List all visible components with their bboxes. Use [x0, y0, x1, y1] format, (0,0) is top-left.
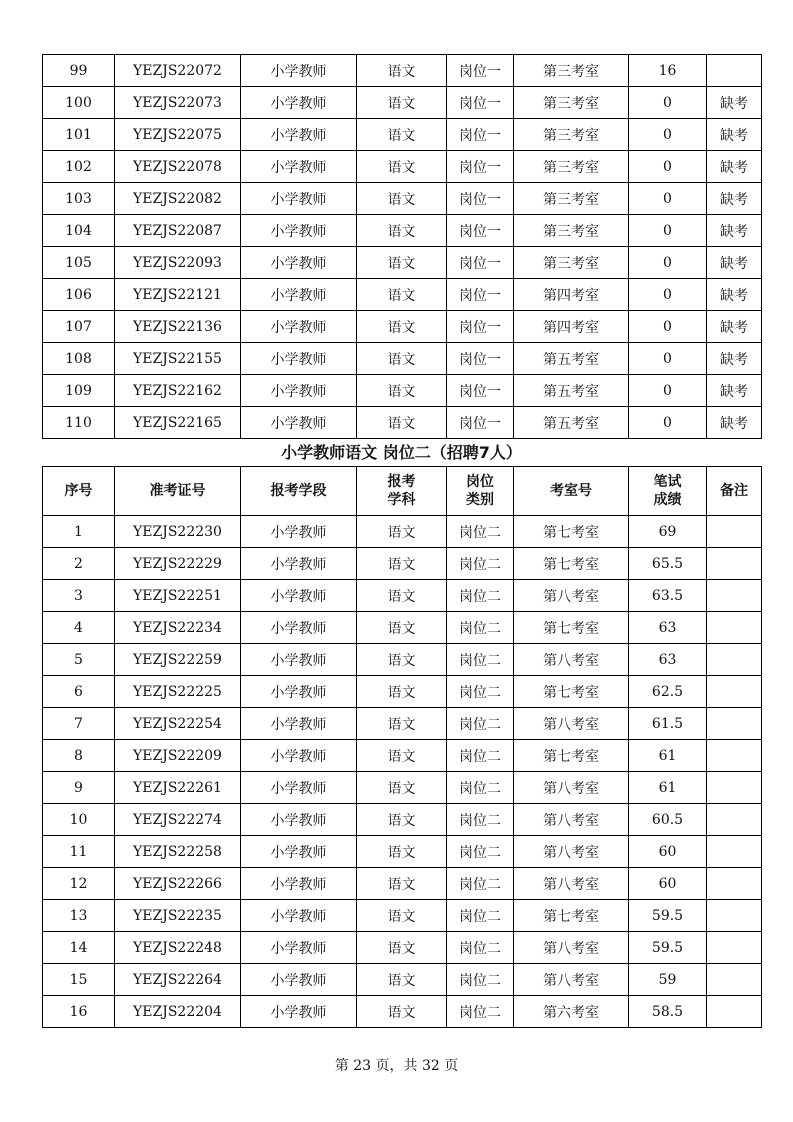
seq-cell: 13 — [43, 900, 115, 932]
score-cell: 0 — [629, 119, 707, 151]
stage-cell: 小学教师 — [241, 612, 357, 644]
score-cell: 61.5 — [629, 708, 707, 740]
exam-room-cell: 第三考室 — [514, 183, 629, 215]
post-type-cell: 岗位二 — [447, 804, 514, 836]
exam-room-cell: 第三考室 — [514, 55, 629, 87]
header-subject — [357, 467, 447, 516]
exam-room-cell: 第三考室 — [514, 151, 629, 183]
subject-cell: 语文 — [357, 375, 447, 407]
remarks-cell — [707, 996, 762, 1028]
table-row — [43, 119, 762, 151]
stage-cell: 小学教师 — [241, 644, 357, 676]
remarks-cell: 缺考 — [707, 247, 762, 279]
seq-cell: 99 — [43, 55, 115, 87]
stage-cell: 小学教师 — [241, 548, 357, 580]
score-table-post-two — [42, 466, 762, 1028]
seq-cell: 3 — [43, 580, 115, 612]
ticket-number-cell: YEZJS22254 — [115, 708, 241, 740]
seq-cell: 10 — [43, 804, 115, 836]
subject-cell: 语文 — [357, 55, 447, 87]
remarks-cell: 缺考 — [707, 343, 762, 375]
table-row — [43, 772, 762, 804]
remarks-cell: 缺考 — [707, 215, 762, 247]
exam-room-cell: 第五考室 — [514, 343, 629, 375]
score-cell: 58.5 — [629, 996, 707, 1028]
table-row — [43, 644, 762, 676]
exam-room-cell: 第七考室 — [514, 548, 629, 580]
remarks-cell: 缺考 — [707, 183, 762, 215]
exam-room-cell: 第三考室 — [514, 119, 629, 151]
score-cell: 69 — [629, 516, 707, 548]
stage-cell: 小学教师 — [241, 676, 357, 708]
remarks-cell — [707, 836, 762, 868]
post-type-cell: 岗位一 — [447, 87, 514, 119]
post-type-cell: 岗位一 — [447, 311, 514, 343]
table-row — [43, 151, 762, 183]
remarks-cell — [707, 740, 762, 772]
remarks-cell — [707, 548, 762, 580]
ticket-number-cell: YEZJS22155 — [115, 343, 241, 375]
header-stage — [241, 467, 357, 516]
exam-room-cell: 第四考室 — [514, 279, 629, 311]
post-type-cell: 岗位一 — [447, 151, 514, 183]
subject-cell: 语文 — [357, 612, 447, 644]
seq-cell: 4 — [43, 612, 115, 644]
ticket-number-cell: YEZJS22266 — [115, 868, 241, 900]
score-cell: 63.5 — [629, 580, 707, 612]
stage-cell: 小学教师 — [241, 836, 357, 868]
subject-cell: 语文 — [357, 740, 447, 772]
remarks-cell: 缺考 — [707, 151, 762, 183]
seq-cell: 102 — [43, 151, 115, 183]
page-number: 第 23 页，共 32 页 — [334, 1058, 459, 1074]
score-cell: 59.5 — [629, 932, 707, 964]
score-cell: 0 — [629, 311, 707, 343]
header-ticket-number — [115, 467, 241, 516]
exam-room-cell: 第三考室 — [514, 215, 629, 247]
stage-cell: 小学教师 — [241, 215, 357, 247]
header-label: 报考学段 — [270, 483, 327, 499]
remarks-cell — [707, 804, 762, 836]
exam-room-cell: 第八考室 — [514, 644, 629, 676]
score-table-post-one-continued — [42, 54, 762, 439]
post-type-cell: 岗位二 — [447, 996, 514, 1028]
ticket-number-cell: YEZJS22082 — [115, 183, 241, 215]
score-cell: 0 — [629, 151, 707, 183]
stage-cell: 小学教师 — [241, 247, 357, 279]
table-row — [43, 900, 762, 932]
ticket-number-cell: YEZJS22072 — [115, 55, 241, 87]
table-row — [43, 868, 762, 900]
remarks-cell — [707, 644, 762, 676]
post-type-cell: 岗位一 — [447, 119, 514, 151]
remarks-cell: 缺考 — [707, 375, 762, 407]
exam-room-cell: 第八考室 — [514, 580, 629, 612]
seq-cell: 12 — [43, 868, 115, 900]
ticket-number-cell: YEZJS22230 — [115, 516, 241, 548]
ticket-number-cell: YEZJS22136 — [115, 311, 241, 343]
table-row — [43, 740, 762, 772]
table-row — [43, 580, 762, 612]
seq-cell: 11 — [43, 836, 115, 868]
subject-cell: 语文 — [357, 516, 447, 548]
subject-cell: 语文 — [357, 996, 447, 1028]
post-type-cell: 岗位二 — [447, 868, 514, 900]
ticket-number-cell: YEZJS22225 — [115, 676, 241, 708]
seq-cell: 1 — [43, 516, 115, 548]
score-cell: 62.5 — [629, 676, 707, 708]
subject-cell: 语文 — [357, 407, 447, 439]
subject-cell: 语文 — [357, 932, 447, 964]
exam-room-cell: 第八考室 — [514, 836, 629, 868]
exam-room-cell: 第八考室 — [514, 772, 629, 804]
seq-cell: 105 — [43, 247, 115, 279]
header-row — [43, 467, 762, 516]
score-cell: 61 — [629, 740, 707, 772]
subject-cell: 语文 — [357, 900, 447, 932]
stage-cell: 小学教师 — [241, 375, 357, 407]
ticket-number-cell: YEZJS22259 — [115, 644, 241, 676]
exam-room-cell: 第八考室 — [514, 868, 629, 900]
seq-cell: 106 — [43, 279, 115, 311]
remarks-cell — [707, 772, 762, 804]
score-cell: 63 — [629, 612, 707, 644]
score-cell: 0 — [629, 407, 707, 439]
exam-room-cell: 第七考室 — [514, 612, 629, 644]
exam-room-cell: 第八考室 — [514, 708, 629, 740]
exam-room-cell: 第六考室 — [514, 996, 629, 1028]
stage-cell: 小学教师 — [241, 87, 357, 119]
exam-room-cell: 第七考室 — [514, 900, 629, 932]
ticket-number-cell: YEZJS22087 — [115, 215, 241, 247]
table-row — [43, 407, 762, 439]
seq-cell: 101 — [43, 119, 115, 151]
post-type-cell: 岗位一 — [447, 247, 514, 279]
header-label: 序号 — [64, 483, 93, 499]
subject-cell: 语文 — [357, 151, 447, 183]
remarks-cell: 缺考 — [707, 279, 762, 311]
header-label: 岗位 — [466, 474, 494, 490]
stage-cell: 小学教师 — [241, 932, 357, 964]
ticket-number-cell: YEZJS22073 — [115, 87, 241, 119]
stage-cell: 小学教师 — [241, 868, 357, 900]
header-label: 类别 — [466, 492, 494, 508]
remarks-cell — [707, 868, 762, 900]
remarks-cell — [707, 516, 762, 548]
stage-cell: 小学教师 — [241, 740, 357, 772]
table-row — [43, 996, 762, 1028]
post-type-cell: 岗位一 — [447, 407, 514, 439]
ticket-number-cell: YEZJS22229 — [115, 548, 241, 580]
subject-cell: 语文 — [357, 183, 447, 215]
subject-cell: 语文 — [357, 343, 447, 375]
post-type-cell: 岗位二 — [447, 516, 514, 548]
exam-room-cell: 第七考室 — [514, 516, 629, 548]
score-table-body — [43, 516, 762, 1028]
subject-cell: 语文 — [357, 804, 447, 836]
ticket-number-cell: YEZJS22209 — [115, 740, 241, 772]
post-type-cell: 岗位一 — [447, 183, 514, 215]
post-type-cell: 岗位二 — [447, 932, 514, 964]
stage-cell: 小学教师 — [241, 804, 357, 836]
header-label: 报考 — [387, 474, 416, 490]
score-cell: 65.5 — [629, 548, 707, 580]
section-title: 小学教师语文 岗位二（招聘7人） — [281, 443, 522, 462]
exam-room-cell: 第八考室 — [514, 932, 629, 964]
stage-cell: 小学教师 — [241, 580, 357, 612]
seq-cell: 16 — [43, 996, 115, 1028]
ticket-number-cell: YEZJS22261 — [115, 772, 241, 804]
subject-cell: 语文 — [357, 119, 447, 151]
ticket-number-cell: YEZJS22093 — [115, 247, 241, 279]
table-row — [43, 183, 762, 215]
subject-cell: 语文 — [357, 215, 447, 247]
remarks-cell — [707, 580, 762, 612]
ticket-number-cell: YEZJS22251 — [115, 580, 241, 612]
ticket-number-cell: YEZJS22078 — [115, 151, 241, 183]
seq-cell: 108 — [43, 343, 115, 375]
subject-cell: 语文 — [357, 580, 447, 612]
stage-cell: 小学教师 — [241, 279, 357, 311]
seq-cell: 109 — [43, 375, 115, 407]
header-label: 准考证号 — [149, 483, 206, 499]
ticket-number-cell: YEZJS22264 — [115, 964, 241, 996]
subject-cell: 语文 — [357, 676, 447, 708]
subject-cell: 语文 — [357, 311, 447, 343]
stage-cell: 小学教师 — [241, 119, 357, 151]
remarks-cell: 缺考 — [707, 119, 762, 151]
post-type-cell: 岗位二 — [447, 548, 514, 580]
table-row — [43, 247, 762, 279]
score-cell: 61 — [629, 772, 707, 804]
seq-cell: 8 — [43, 740, 115, 772]
score-cell: 0 — [629, 87, 707, 119]
stage-cell: 小学教师 — [241, 708, 357, 740]
exam-room-cell: 第三考室 — [514, 87, 629, 119]
stage-cell: 小学教师 — [241, 516, 357, 548]
ticket-number-cell: YEZJS22075 — [115, 119, 241, 151]
table-row — [43, 343, 762, 375]
score-cell: 0 — [629, 247, 707, 279]
stage-cell: 小学教师 — [241, 151, 357, 183]
table-row — [43, 612, 762, 644]
table-row — [43, 548, 762, 580]
post-type-cell: 岗位一 — [447, 279, 514, 311]
exam-room-cell: 第八考室 — [514, 964, 629, 996]
exam-room-cell: 第七考室 — [514, 676, 629, 708]
header-score — [629, 467, 707, 516]
score-table-body — [43, 55, 762, 439]
header-exam-room — [514, 467, 629, 516]
score-cell: 0 — [629, 343, 707, 375]
table-row — [43, 87, 762, 119]
stage-cell: 小学教师 — [241, 964, 357, 996]
table-row — [43, 964, 762, 996]
post-type-cell: 岗位一 — [447, 375, 514, 407]
post-type-cell: 岗位二 — [447, 740, 514, 772]
post-type-cell: 岗位二 — [447, 708, 514, 740]
subject-cell: 语文 — [357, 868, 447, 900]
post-type-cell: 岗位二 — [447, 900, 514, 932]
score-cell: 59.5 — [629, 900, 707, 932]
remarks-cell: 缺考 — [707, 407, 762, 439]
table-row — [43, 836, 762, 868]
remarks-cell — [707, 900, 762, 932]
seq-cell: 100 — [43, 87, 115, 119]
table-row — [43, 804, 762, 836]
table-row — [43, 375, 762, 407]
remarks-cell — [707, 932, 762, 964]
remarks-cell: 缺考 — [707, 311, 762, 343]
subject-cell: 语文 — [357, 644, 447, 676]
score-cell: 0 — [629, 375, 707, 407]
subject-cell: 语文 — [357, 279, 447, 311]
table-row — [43, 311, 762, 343]
ticket-number-cell: YEZJS22235 — [115, 900, 241, 932]
seq-cell: 6 — [43, 676, 115, 708]
header-label: 成绩 — [653, 492, 682, 508]
subject-cell: 语文 — [357, 708, 447, 740]
exam-room-cell: 第八考室 — [514, 804, 629, 836]
header-label: 笔试 — [653, 474, 682, 490]
seq-cell: 14 — [43, 932, 115, 964]
table-row — [43, 215, 762, 247]
ticket-number-cell: YEZJS22204 — [115, 996, 241, 1028]
subject-cell: 语文 — [357, 836, 447, 868]
post-type-cell: 岗位一 — [447, 343, 514, 375]
seq-cell: 5 — [43, 644, 115, 676]
stage-cell: 小学教师 — [241, 996, 357, 1028]
exam-room-cell: 第五考室 — [514, 375, 629, 407]
remarks-cell: 缺考 — [707, 87, 762, 119]
score-cell: 0 — [629, 183, 707, 215]
ticket-number-cell: YEZJS22162 — [115, 375, 241, 407]
post-type-cell: 岗位二 — [447, 644, 514, 676]
post-type-cell: 岗位一 — [447, 55, 514, 87]
ticket-number-cell: YEZJS22274 — [115, 804, 241, 836]
score-cell: 60 — [629, 836, 707, 868]
exam-room-cell: 第五考室 — [514, 407, 629, 439]
score-cell: 0 — [629, 279, 707, 311]
stage-cell: 小学教师 — [241, 900, 357, 932]
table-row — [43, 932, 762, 964]
remarks-cell — [707, 964, 762, 996]
seq-cell: 107 — [43, 311, 115, 343]
seq-cell: 104 — [43, 215, 115, 247]
subject-cell: 语文 — [357, 247, 447, 279]
table-header — [43, 467, 762, 516]
stage-cell: 小学教师 — [241, 407, 357, 439]
remarks-cell — [707, 612, 762, 644]
header-remarks — [707, 467, 762, 516]
score-cell: 16 — [629, 55, 707, 87]
ticket-number-cell: YEZJS22121 — [115, 279, 241, 311]
seq-cell: 15 — [43, 964, 115, 996]
score-cell: 60 — [629, 868, 707, 900]
exam-room-cell: 第七考室 — [514, 740, 629, 772]
stage-cell: 小学教师 — [241, 183, 357, 215]
header-label: 学科 — [387, 492, 416, 508]
exam-room-cell: 第三考室 — [514, 247, 629, 279]
subject-cell: 语文 — [357, 87, 447, 119]
header-label: 备注 — [720, 483, 748, 499]
subject-cell: 语文 — [357, 548, 447, 580]
table-row — [43, 516, 762, 548]
table-row — [43, 55, 762, 87]
seq-cell: 9 — [43, 772, 115, 804]
table-row — [43, 279, 762, 311]
stage-cell: 小学教师 — [241, 343, 357, 375]
header-seq — [43, 467, 115, 516]
score-cell: 0 — [629, 215, 707, 247]
ticket-number-cell: YEZJS22258 — [115, 836, 241, 868]
header-post-type — [447, 467, 514, 516]
seq-cell: 103 — [43, 183, 115, 215]
stage-cell: 小学教师 — [241, 311, 357, 343]
post-type-cell: 岗位二 — [447, 836, 514, 868]
ticket-number-cell: YEZJS22234 — [115, 612, 241, 644]
post-type-cell: 岗位二 — [447, 676, 514, 708]
remarks-cell — [707, 55, 762, 87]
seq-cell: 110 — [43, 407, 115, 439]
table-row — [43, 676, 762, 708]
exam-room-cell: 第四考室 — [514, 311, 629, 343]
ticket-number-cell: YEZJS22165 — [115, 407, 241, 439]
post-type-cell: 岗位二 — [447, 964, 514, 996]
stage-cell: 小学教师 — [241, 772, 357, 804]
score-cell: 63 — [629, 644, 707, 676]
post-type-cell: 岗位二 — [447, 580, 514, 612]
seq-cell: 2 — [43, 548, 115, 580]
score-cell: 59 — [629, 964, 707, 996]
table-row — [43, 708, 762, 740]
post-type-cell: 岗位二 — [447, 772, 514, 804]
score-cell: 60.5 — [629, 804, 707, 836]
seq-cell: 7 — [43, 708, 115, 740]
remarks-cell — [707, 676, 762, 708]
post-type-cell: 岗位一 — [447, 215, 514, 247]
remarks-cell — [707, 708, 762, 740]
stage-cell: 小学教师 — [241, 55, 357, 87]
ticket-number-cell: YEZJS22248 — [115, 932, 241, 964]
subject-cell: 语文 — [357, 964, 447, 996]
subject-cell: 语文 — [357, 772, 447, 804]
post-type-cell: 岗位二 — [447, 612, 514, 644]
header-label: 考室号 — [550, 483, 592, 499]
